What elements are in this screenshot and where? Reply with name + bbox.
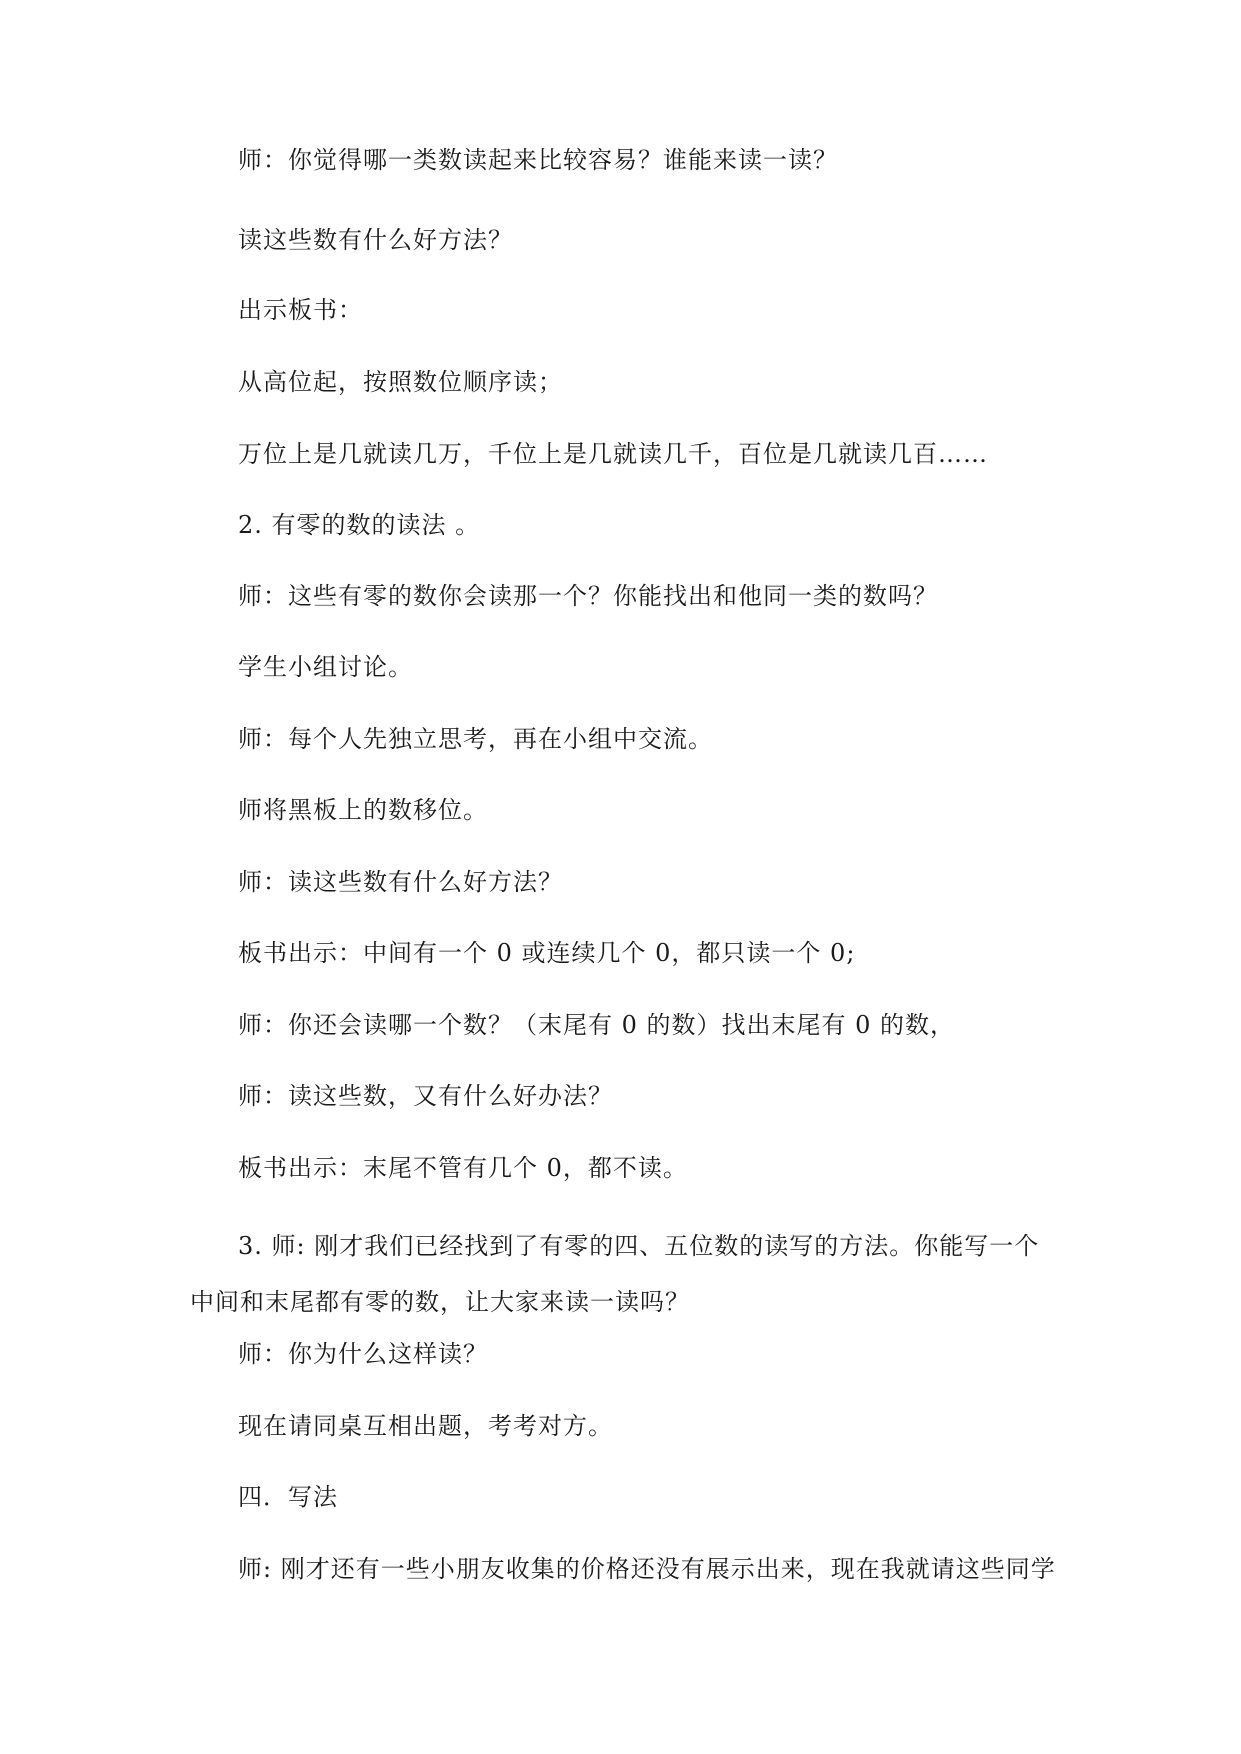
paragraph-5: 万位上是几就读几万，千位上是几就读几千，百位是几就读几百…… <box>238 440 988 468</box>
paragraph-7: 师：这些有零的数你会读那一个？你能找出和他同一类的数吗？ <box>238 582 938 610</box>
paragraph-11: 师：读这些数有什么好方法？ <box>238 868 563 896</box>
paragraph-10: 师将黑板上的数移位。 <box>238 796 488 824</box>
paragraph-9: 师：每个人先独立思考，再在小组中交流。 <box>238 725 713 753</box>
paragraph-20: 师: 刚才还有一些小朋友收集的价格还没有展示出来，现在我就请这些同学 <box>238 1555 1056 1583</box>
paragraph-3: 出示板书： <box>238 296 363 324</box>
paragraph-13: 师：你还会读哪一个数？（末尾有 0 的数）找出末尾有 0 的数， <box>238 1011 956 1039</box>
paragraph-1: 师：你觉得哪一类数读起来比较容易？谁能来读一读？ <box>238 146 838 174</box>
paragraph-14: 师：读这些数，又有什么好办法？ <box>238 1082 613 1110</box>
paragraph-19-heading: 四．写法 <box>238 1483 338 1511</box>
paragraph-18: 现在请同桌互相出题，考考对方。 <box>238 1412 613 1440</box>
paragraph-2: 读这些数有什么好方法？ <box>238 226 513 254</box>
paragraph-12: 板书出示：中间有一个 0 或连续几个 0，都只读一个 0; <box>238 939 856 967</box>
paragraph-4: 从高位起，按照数位顺序读； <box>238 368 563 396</box>
paragraph-8: 学生小组讨论。 <box>238 653 413 681</box>
paragraph-6: 2. 有零的数的读法 。 <box>238 511 481 539</box>
paragraph-15: 板书出示：末尾不管有几个 0，都不读。 <box>238 1154 688 1182</box>
paragraph-17: 师：你为什么这样读？ <box>238 1340 488 1368</box>
paragraph-16: 3. 师: 刚才我们已经找到了有零的四、五位数的读写的方法。你能写一个中间和末尾都有零的数，让大家来读一读吗？ <box>190 1232 1040 1316</box>
